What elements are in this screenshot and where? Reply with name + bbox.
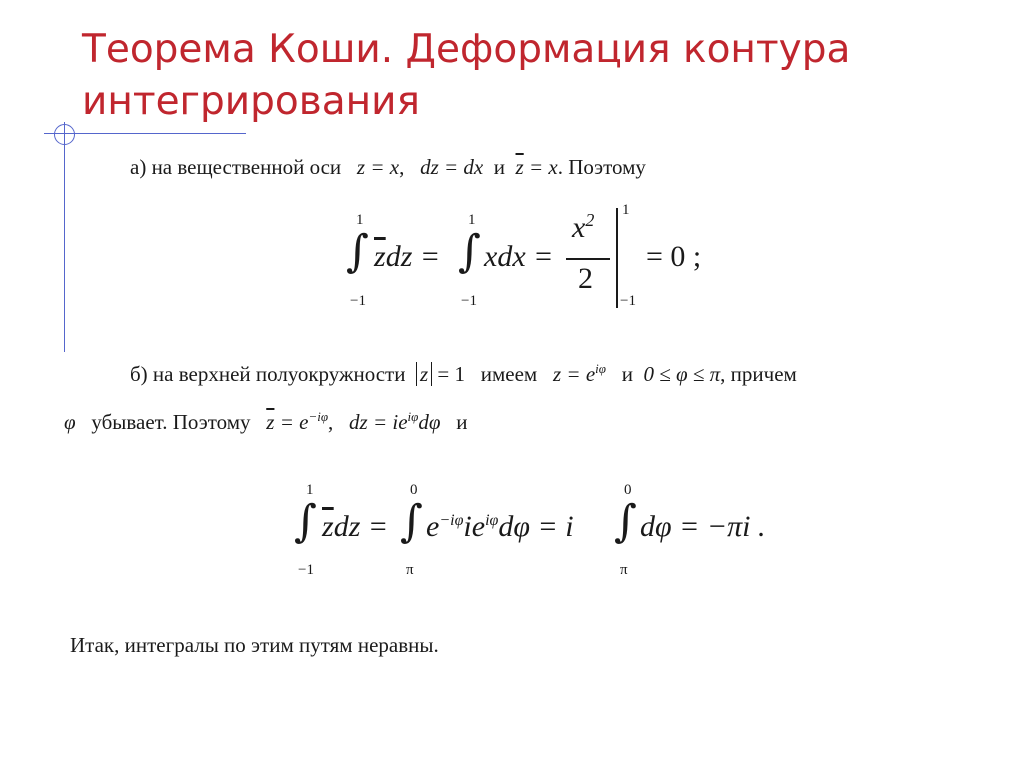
part-b-expr3-exp: −iφ	[308, 409, 329, 424]
eq-b-zbar: $\overline{z}$	[322, 510, 334, 543]
part-b-abs-rest: = 1	[432, 362, 466, 386]
integral-sign-icon: ∫	[400, 496, 423, 547]
part-b-expr2: 0 ≤ φ ≤ π	[643, 362, 721, 386]
eq-b-ie: ie	[463, 510, 486, 543]
eq-b-e1: e	[426, 510, 440, 543]
part-b-phi: φ	[64, 410, 76, 434]
eq-a-eval-upper: 1	[622, 202, 630, 218]
slide-title: Теорема Коши. Деформация контура интегрирования	[82, 27, 851, 124]
eq-b-e1-exp: −iφ	[439, 512, 464, 529]
evaluation-bar	[616, 208, 618, 308]
part-b-conj: и	[621, 362, 633, 386]
eq-b-int1-lower: −1	[298, 562, 314, 578]
eq-b-int3-lower: π	[620, 562, 628, 578]
eq-b-int1-upper: 1	[306, 482, 314, 498]
eq-a-integrand2: xdx =	[484, 240, 554, 273]
part-b-line2	[64, 404, 467, 435]
part-b-line1	[130, 356, 797, 387]
integral-sign-icon: ∫	[458, 226, 481, 277]
eq-a-eval-lower: −1	[620, 293, 636, 309]
conclusion-text: Итак, интегралы по этим путям неравны.	[70, 633, 439, 657]
part-b-have: имеем	[480, 362, 538, 386]
part-a-line	[130, 154, 646, 180]
eq-a-frac-den: 2	[578, 262, 593, 295]
eq-a-frac-num-exp: 2	[585, 210, 595, 230]
part-b-line2-end: и	[456, 410, 468, 434]
part-b-expr1-exp: iφ	[595, 361, 606, 376]
decor-circle	[54, 124, 75, 145]
part-a-expr2: dz = dx	[420, 155, 484, 179]
part-b-expr4-rest: dφ	[418, 410, 441, 434]
integral-sign-icon: ∫	[346, 226, 369, 277]
part-b-expr4: dz = ie	[349, 410, 408, 434]
part-a-expr3: = x	[523, 155, 558, 179]
eq-a-zbar: $\overline{z}$	[374, 240, 386, 273]
part-a-suffix: . Поэтому	[557, 155, 646, 179]
eq-a-frac-num: x	[572, 211, 586, 244]
eq-a-int2-lower: −1	[461, 293, 477, 309]
part-a-sep: ,	[399, 155, 405, 179]
decor-vertical-line	[64, 122, 65, 352]
eq-a-integrand1: dz =	[385, 240, 441, 273]
part-b-sep: ,	[328, 410, 334, 434]
eq-b-int3-upper: 0	[624, 482, 632, 498]
part-a-prefix: а) на вещественной оси	[130, 155, 342, 179]
part-a-conj: и	[493, 155, 506, 179]
eq-b-integrand2: dφ = i	[498, 510, 574, 543]
part-b-abs: z	[416, 362, 432, 386]
part-b-suffix: , причем	[720, 362, 797, 386]
eq-b-int2-lower: π	[406, 562, 414, 578]
part-b-expr3: = e	[274, 410, 309, 434]
part-b-expr4-exp: iφ	[407, 409, 419, 424]
part-a-zbar: $\overline{z}$	[515, 155, 524, 179]
integral-sign-icon: ∫	[614, 496, 637, 547]
eq-b-int2-upper: 0	[410, 482, 418, 498]
eq-a-int1-upper: 1	[356, 212, 364, 228]
eq-b-integrand3: dφ = −πi .	[640, 510, 766, 543]
part-b-prefix: б) на верхней полуокружности	[130, 362, 406, 386]
eq-b-integrand1: dz =	[333, 510, 389, 543]
part-a-expr1: z = x	[356, 155, 400, 179]
eq-a-int1-lower: −1	[350, 293, 366, 309]
part-b-line2-text: убывает. Поэтому	[91, 410, 251, 434]
eq-a-int2-upper: 1	[468, 212, 476, 228]
fraction-bar	[566, 258, 610, 260]
part-b-expr1: z = e	[552, 362, 596, 386]
eq-b-ie-exp: iφ	[485, 512, 499, 529]
eq-a-result: = 0 ;	[646, 240, 702, 273]
integral-sign-icon: ∫	[294, 496, 317, 547]
part-b-zbar: $\overline{z}$	[266, 410, 275, 434]
